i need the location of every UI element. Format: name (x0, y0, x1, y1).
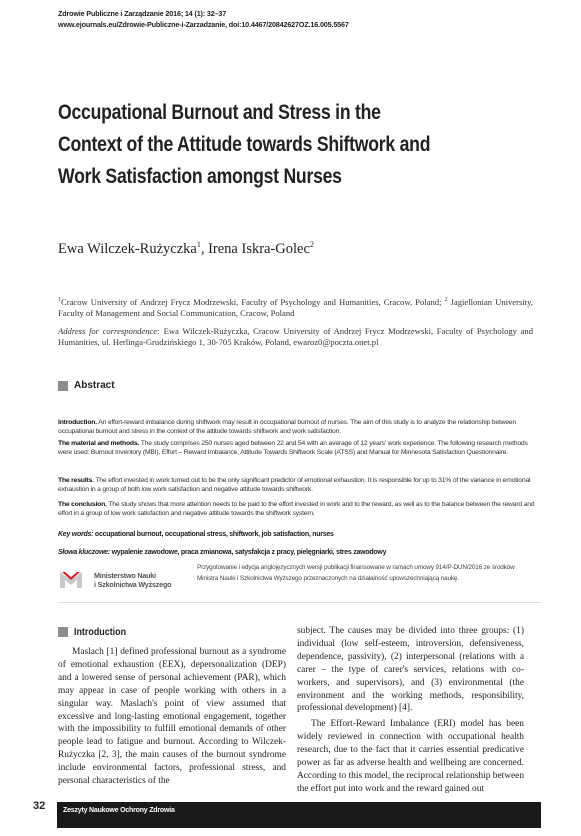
abstract-heading-text: Abstract (74, 380, 115, 391)
author-separator: , (200, 240, 209, 257)
divider (58, 602, 541, 603)
footer-bar (57, 802, 541, 828)
affil-sup-1: 1 (58, 297, 61, 303)
abstract-intro-label: Introduction. (58, 419, 97, 426)
abstract-methods (58, 439, 541, 458)
abstract-methods-text: The study comprises 250 nurses aged between 22 and 54 with an average of 12 years' work experience. The following research methods were used: Burnout Inventory (MBI), Effort – Reward Imbalance, Attitude Towards Shiftwork Scale (ATSS) and Manual for Minnesota Satisfaction Questionnaire. (58, 440, 528, 457)
abstract-conclusion (58, 500, 541, 519)
journal-header (58, 8, 528, 30)
abstract-introduction (58, 418, 541, 437)
article-title: Occupational Burnout and Stress in the Context of the Attitude towards Shiftwork and Work Satisfaction amongst Nurses (58, 100, 431, 188)
abstract-methods-label: The material and methods. (58, 440, 140, 447)
section-square-icon (58, 627, 68, 637)
abstract-intro-text: An effort-reward imbalance during shiftwork may result in occupational burnout of nurses. The aim of this study is to analyze the relationship between occupational burnout and stress in the context of the attitude towards shiftwork and work satisfaction. (58, 419, 517, 436)
keywords-polish (58, 549, 386, 556)
keywords-pl-label: Słowa kluczowe: (58, 549, 110, 556)
author-1: Ewa Wilczek-Rużyczka (58, 240, 197, 257)
keywords (58, 531, 334, 538)
keywords-text: occupational burnout, occupational stress, shiftwork, job satisfaction, nurses (93, 531, 334, 538)
intro-paragraph-continued: subject. The causes may be divided into three groups: (1) individual (low self-esteem, introversion, defensiveness, dependence, passivity), (2) interpersonal (relations with a carer – the type of carer's services, relations with co-workers, and supervisors), and (3) environmental (the environment and the working methods, responsibility, professional development) [4]. (297, 626, 524, 714)
funding-note: Przygotowanie i edycja anglojęzycznych wersji publikacji finansowane w ramach umowy 914/P-DUN/2016 ze środków Ministra Nauki i Szkolnictwa Wyższego przeznaczonych na działalność upowszechniającą naukę. (197, 564, 515, 582)
correspondence-label: Address for correspondence: (58, 326, 161, 336)
author-2: Irena Iskra-Golec (208, 240, 310, 257)
ministry-line-2: i Szkolnictwa Wyższego (94, 580, 172, 589)
page-number: 32 (33, 800, 46, 812)
introduction-heading-text: Introduction (74, 626, 127, 638)
body-column-right (297, 625, 524, 796)
keywords-pl-text: wypalenie zawodowe, praca zmianowa, satysfakcja z pracy, pielęgniarki, stres zawodowy (109, 549, 387, 556)
abstract-results-text: The effort invested in work turned out to be the only significant predictor of emotional exhaustion. It is responsible for up to 31% of the variance in emotional exhaustion in a group of both low work satisfaction and negative attitude towards shiftwork. (58, 477, 531, 494)
affil-text-1: Cracow University of Andrzej Frycz Modrzewski, Faculty of Psychology and Humanities, Cracow, Poland; (61, 296, 445, 307)
intro-paragraph-2: The Effort-Reward Imbalance (ERI) model has been widely reviewed in connection with occupational health research, due to the fact that it carries essential predicative power as far as adverse health and wellbeing are concerned. According to this model, the reciprocal relationship between the effort put into work and the reward gained out (297, 719, 525, 794)
abstract-results-label: The results. (58, 477, 94, 484)
authors (58, 240, 314, 258)
affiliations (58, 295, 533, 320)
author-2-sup: 2 (309, 240, 314, 249)
affil-sup-2: 2 (444, 297, 448, 303)
abstract-results (58, 476, 541, 495)
section-square-icon (58, 381, 68, 391)
author-1-sup: 1 (196, 240, 201, 249)
keywords-label: Key words: (58, 531, 94, 538)
body-column-left (58, 646, 286, 788)
intro-paragraph-1: Maslach [1] defined professional burnout as a syndrome of emotional exhaustion (EEX), depersonalization (DEP) and a lowered sense of personal achievement (PAR), which may appear in case of people working with others in a singular way. Maslach's point of view assumed that excessive and long-lasting emotional engagement, together with the impossibility to fulfill emotional demands of other people lead to fatigue and burnout. According to Wilczek-Rużyczka [2, 3], the main causes of the burnout syndrome include environmental factors, professional stress, and personal characteristics of the (58, 647, 286, 787)
correspondence (58, 326, 533, 349)
ministry-name (94, 571, 171, 589)
footer-journal-name: Zeszyty Naukowe Ochrony Zdrowia (63, 807, 175, 814)
affil-text-2: Jagiellonian University, Faculty of Management and Social Communication, Cracow, Poland (58, 296, 533, 319)
abstract-heading (58, 380, 115, 391)
introduction-heading (58, 626, 135, 638)
abstract-conclusion-text: The study shows that more attention needs to be paid to the effort invested in work and to the reward, as well as to the balance between the reward and effort in a group of low work satisfaction and negative attitude towards the shiftwork system. (58, 501, 535, 518)
correspondence-text: Ewa Wilczek-Rużyczka, Cracow University of Andrzej Frycz Modrzewski, Faculty of Psychology and Humanities, ul. Herlinga-Grudzińskiego 1, 30-705 Kraków, Poland, ewaroz0@poczta.onet.pl (58, 326, 533, 348)
journal-doi: www.ejournals.eu/Zdrowie-Publiczne-i-Zarzadzanie, doi:10.4467/20842627OZ.16.005.5567 (58, 20, 349, 29)
abstract-conclusion-label: The conclusion. (58, 501, 107, 508)
ministry-line-1: Ministerstwo Nauki (94, 571, 156, 580)
journal-citation: Zdrowie Publiczne i Zarządzanie 2016; 14 (1): 32–37 (58, 9, 227, 18)
